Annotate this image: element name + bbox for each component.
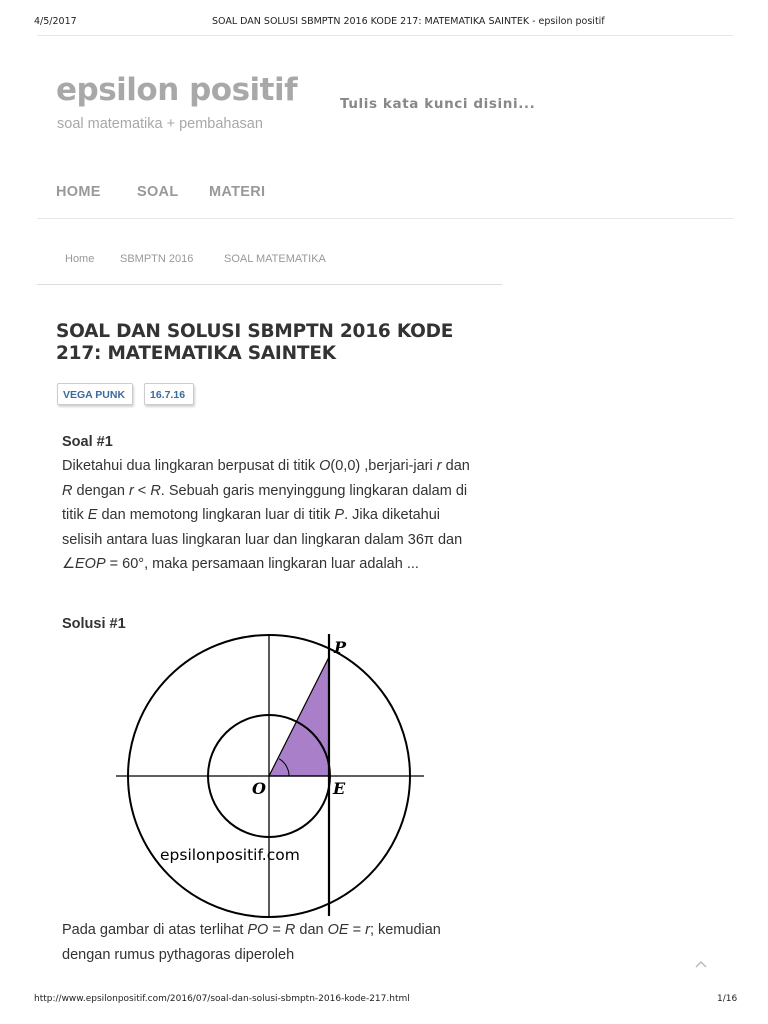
search-input[interactable]: Tulis kata kunci disini... xyxy=(340,96,536,112)
print-url: http://www.epsilonpositif.com/2016/07/soal-dan-solusi-sbmptn-2016-kode-217.html xyxy=(34,994,410,1004)
breadcrumb-divider xyxy=(37,284,502,285)
label-o: O xyxy=(252,779,266,798)
solusi-heading: Solusi #1 xyxy=(62,616,126,632)
site-tagline: soal matematika + pembahasan xyxy=(57,116,263,132)
breadcrumb-home[interactable]: Home xyxy=(65,253,95,265)
label-p: P xyxy=(334,638,347,657)
soal-text: Diketahui dua lingkaran berpusat di titik O(0,0) ,berjari-jari r dan R dengan r < R. Sebuah garis menyinggung lingkaran dalam di titik E dan memotong lingkaran luar di titik P. Jika diketahui selisih antara luas lingkaran luar dan lingkaran dalam 36π dan ∠EOP = 60°, maka persamaan lingkaran luar adalah ... xyxy=(62,458,470,573)
author-badge[interactable]: VEGA PUNK xyxy=(57,383,133,405)
nav-soal[interactable]: SOAL xyxy=(137,184,179,200)
nav-home[interactable]: HOME xyxy=(56,184,101,200)
solusi-text: Pada gambar di atas terlihat PO = R dan OE = r; kemudian dengan rumus pythagoras diperoleh xyxy=(62,922,441,963)
label-e: E xyxy=(333,779,346,798)
site-title[interactable]: epsilon positif xyxy=(56,72,298,108)
circles-figure xyxy=(110,628,440,920)
header-divider xyxy=(37,35,733,36)
print-page-number: 1/16 xyxy=(717,994,738,1004)
nav-materi[interactable]: MATERI xyxy=(209,184,266,200)
breadcrumb-soal-matematika[interactable]: SOAL MATEMATIKA xyxy=(224,253,326,265)
print-title: SOAL DAN SOLUSI SBMPTN 2016 KODE 217: MATEMATIKA SAINTEK - epsilon positif xyxy=(212,16,605,27)
breadcrumb-sbmptn[interactable]: SBMPTN 2016 xyxy=(120,253,194,265)
soal-heading: Soal #1 xyxy=(62,434,113,450)
nav-divider xyxy=(37,218,733,219)
date-badge[interactable]: 16.7.16 xyxy=(144,383,194,405)
print-date: 4/5/2017 xyxy=(34,16,77,27)
figure-watermark: epsilonpositif.com xyxy=(160,846,300,864)
chevron-up-icon[interactable] xyxy=(694,956,714,972)
post-title: SOAL DAN SOLUSI SBMPTN 2016 KODE 217: MATEMATIKA SAINTEK xyxy=(56,321,454,364)
